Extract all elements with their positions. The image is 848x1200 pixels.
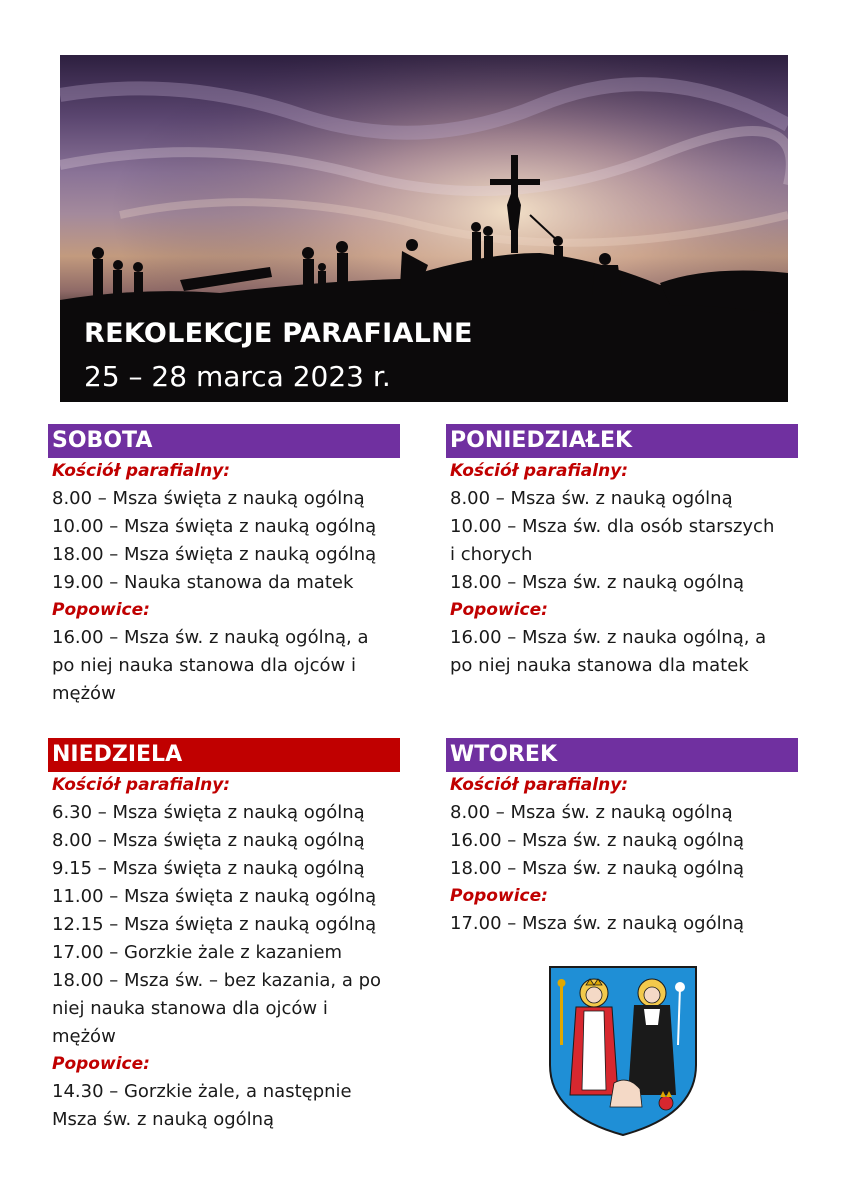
schedule-line: i chorych — [450, 544, 533, 565]
schedule-line: 8.00 – Msza św. z nauką ogólną — [450, 802, 733, 823]
section-sobota — [48, 424, 400, 708]
schedule-line: 11.00 – Msza święta z nauką ogólną — [52, 886, 377, 907]
schedule-line: 6.30 – Msza święta z nauką ogólną — [52, 802, 365, 823]
schedule-line: 18.00 – Msza św. z nauką ogólną — [450, 572, 745, 593]
calvary-silhouette-image — [60, 55, 788, 402]
section-niedziela — [48, 738, 400, 1134]
place-label: Popowice: — [52, 600, 150, 620]
schedule-line: 18.00 – Msza św. – bez kazania, a po — [52, 970, 382, 991]
schedule-line: 8.00 – Msza św. z nauką ogólną — [450, 488, 733, 509]
schedule-line: po niej nauka stanowa dla ojców i — [52, 655, 356, 676]
schedule-line: 18.00 – Msza święta z nauką ogólną — [52, 544, 377, 565]
schedule-line: 8.00 – Msza święta z nauką ogólną — [52, 488, 365, 509]
schedule-line: mężów — [52, 683, 116, 704]
place-label: Popowice: — [450, 886, 548, 906]
schedule-line: 9.15 – Msza święta z nauką ogólną — [52, 858, 365, 879]
section-poniedzialek — [446, 424, 798, 680]
section-title: PONIEDZIAŁEK — [446, 424, 798, 458]
place-label: Kościół parafialny: — [450, 461, 629, 481]
section-title: NIEDZIELA — [48, 738, 400, 772]
banner-date: 25 – 28 marca 2023 r. — [84, 360, 391, 393]
place-label: Kościół parafialny: — [52, 775, 231, 795]
schedule-line: 19.00 – Nauka stanowa da matek — [52, 572, 354, 593]
place-label: Kościół parafialny: — [450, 775, 629, 795]
schedule-line: Msza św. z nauką ogólną — [52, 1109, 275, 1130]
section-title: WTOREK — [446, 738, 798, 772]
schedule-line: 16.00 – Msza św. z nauką ogólną — [450, 830, 745, 851]
schedule-line: 8.00 – Msza święta z nauką ogólną — [52, 830, 365, 851]
schedule-line: 16.00 – Msza św. z nauką ogólną, a — [52, 627, 369, 648]
schedule-line: mężów — [52, 1026, 116, 1047]
section-title: SOBOTA — [48, 424, 400, 458]
schedule-line: niej nauka stanowa dla ojców i — [52, 998, 328, 1019]
schedule-line: 10.00 – Msza święta z nauką ogólną — [52, 516, 377, 537]
schedule-line: 10.00 – Msza św. dla osób starszych — [450, 516, 775, 537]
schedule-line: 17.00 – Msza św. z nauką ogólną — [450, 913, 745, 934]
banner-title: REKOLEKCJE PARAFIALNE — [84, 318, 473, 349]
section-wtorek — [446, 738, 798, 938]
schedule-line: 16.00 – Msza św. z nauka ogólną, a — [450, 627, 767, 648]
schedule-line: 12.15 – Msza święta z nauką ogólną — [52, 914, 377, 935]
header-banner — [60, 55, 788, 402]
place-label: Popowice: — [450, 600, 548, 620]
schedule-line: 18.00 – Msza św. z nauką ogólną — [450, 858, 745, 879]
schedule-line: 17.00 – Gorzkie żale z kazaniem — [52, 942, 343, 963]
coat-of-arms-icon — [548, 965, 698, 1137]
place-label: Kościół parafialny: — [52, 461, 231, 481]
place-label: Popowice: — [52, 1054, 150, 1074]
schedule-line: 14.30 – Gorzkie żale, a następnie — [52, 1081, 352, 1102]
schedule-line: po niej nauka stanowa dla matek — [450, 655, 749, 676]
